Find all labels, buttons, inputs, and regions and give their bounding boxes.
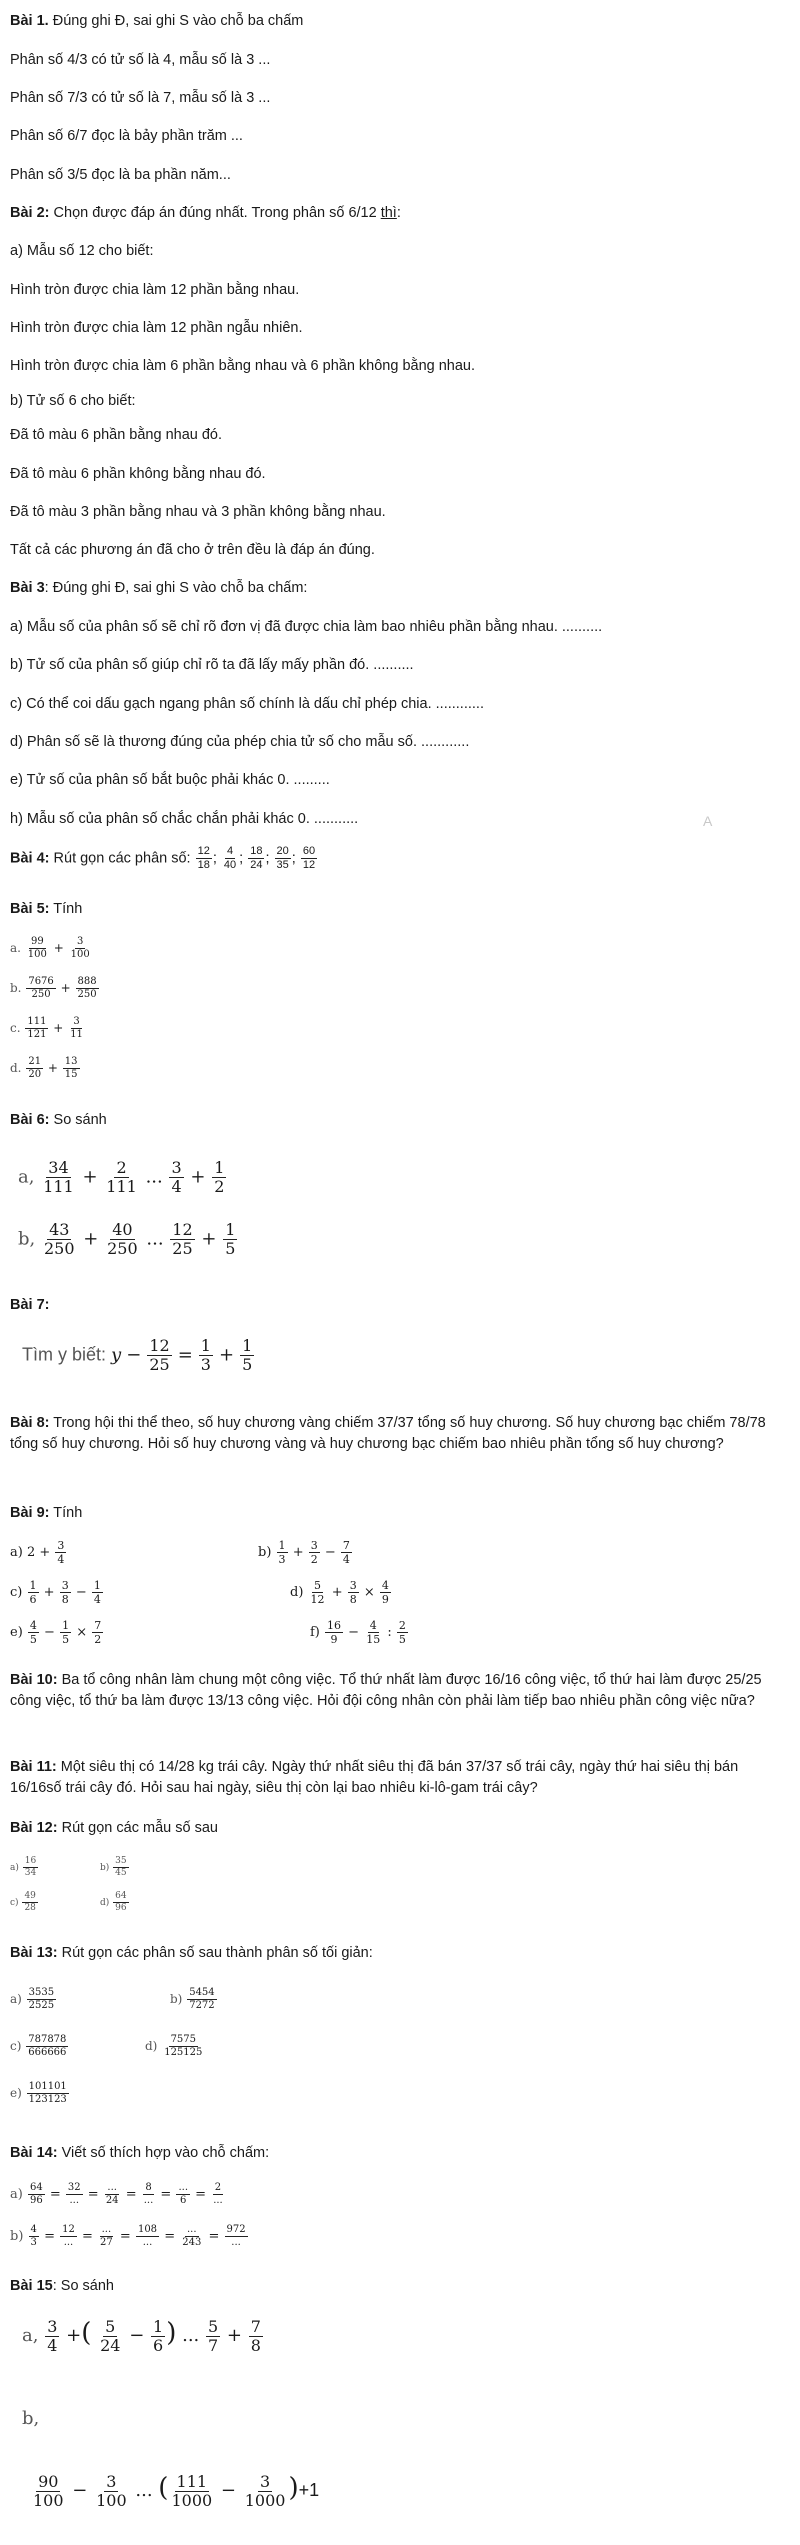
b13-item-a: a) $\frac{3535}{2525}$ <box>10 1987 55 2011</box>
b4-sep-1: ; <box>212 850 217 867</box>
b2-text: Chọn được đáp án đúng nhất. Trong phân số 6/12 <box>49 205 381 221</box>
b6-heading <box>10 1112 107 1128</box>
b2-a-option-2: Hình tròn được chia làm 12 phần ngẫu nhiên. <box>10 320 303 336</box>
b1-line-3: Phân số 6/7 đọc là bảy phần trăm ... <box>10 128 243 144</box>
b2-a-label: a) Mẫu số 12 cho biết: <box>10 243 154 259</box>
b2-text-underlined: thì <box>380 205 397 221</box>
b5-item-d: d. $\frac{21}{20}$ + $\frac{13}{15}$ <box>10 1056 78 1080</box>
b5-title: Bài 5: <box>10 901 50 917</box>
b1-title: Bài 1. <box>10 13 49 29</box>
b13-heading: Bài 13: Rút gọn các phân số sau thành phân số tối giản: <box>10 1945 373 1961</box>
b4-row <box>10 846 318 871</box>
b12-item-d: d) $\frac{64}{96}$ <box>100 1891 127 1913</box>
b8-paragraph: Bài 8: Trong hội thi thể theo, số huy chương vàng chiếm 37/37 tổng số huy chương. Số huy chương bạc chiếm 78/78 tổng số huy chương. Hỏi số huy chương vàng và huy chương bạc chiếm bao nhiêu phần tổng số huy chương? <box>10 1415 766 1452</box>
b2-b-option-2: Đã tô màu 6 phần không bằng nhau đó. <box>10 466 266 482</box>
b12-item-a: a) $\frac{16}{34}$ <box>10 1856 37 1878</box>
b4-text: Rút gọn các phân số: <box>49 850 195 867</box>
b3-line-4: d) Phân số sẽ là thương đúng của phép chia tử số cho mẫu số. ............ <box>10 734 470 750</box>
b1-line-2: Phân số 7/3 có tử số là 7, mẫu số là 3 ... <box>10 90 271 106</box>
b5-item-c: c. $\frac{111}{121}$ + $\frac{3}{11}$ <box>10 1016 83 1040</box>
b13-item-e: e) $\frac{101101}{123123}$ <box>10 2081 67 2105</box>
watermark-glyph: A <box>703 813 713 829</box>
b9-item-c: c) $\frac{1}{6}$ + $\frac{3}{8}$ − $\frac{1}{4}$ <box>10 1579 101 1606</box>
b9-item-a: a) 2 + $\frac{3}{4}$ <box>10 1539 65 1566</box>
b3-text: : Đúng ghi Đ, sai ghi S vào chỗ ba chấm: <box>44 580 308 596</box>
b15-item-b-label: b, <box>22 2408 40 2429</box>
b1-line-4: Phân số 3/5 đọc là ba phần năm... <box>10 167 231 183</box>
b14-item-b: b) $\frac{4}{3}$ = 12 ... = ... 27 = 108 ... = ... 243 = 972 ... <box>10 2224 246 2248</box>
b2-a-option-1: Hình tròn được chia làm 12 phần bằng nhau. <box>10 282 300 298</box>
b5-item-a: a. $\frac{99}{100}$ + $\frac{3}{100}$ <box>10 936 90 960</box>
b2-text-end: : <box>396 205 401 221</box>
b3-line-1: a) Mẫu số của phân số sẽ chỉ rõ đơn vị đã được chia làm bao nhiêu phần bằng nhau. .......... <box>10 619 603 635</box>
b5-item-b: b. $\frac{7676}{250}$ + $\frac{888}{250}$ <box>10 976 97 1000</box>
b4-title: Bài 4: <box>10 850 50 867</box>
b13-item-d: d) $\frac{7575}{125125}$ <box>145 2034 203 2058</box>
b3-heading <box>10 580 307 596</box>
b6-item-a: a, $\frac{34}{111}$ + $\frac{2}{111}$ ... $\frac{3}{4}$ + $\frac{1}{2}$ <box>18 1158 225 1196</box>
b3-line-6: h) Mẫu số của phân số chắc chắn phải khác 0. ........... <box>10 811 359 827</box>
b14-item-a: a) $\frac{64}{96}$ = 32 ... = ... 24 = 8 ... = ... 6 = 2 ... <box>10 2182 223 2206</box>
b12-item-c: c) $\frac{49}{28}$ <box>10 1891 36 1913</box>
b2-b-option-1: Đã tô màu 6 phần bằng nhau đó. <box>10 427 223 443</box>
b4-fraction-4: $\frac{20}{35}$ <box>276 845 289 871</box>
b15-item-b: $\frac{90}{100}$ − $\frac{3}{100}$ ... ( $\frac{111}{1000}$ − $\frac{3}{1000}$ )+1 <box>33 2471 320 2510</box>
b9-heading: Bài 9: Tính <box>10 1505 83 1521</box>
b10-paragraph: Bài 10: Ba tổ công nhân làm chung một công việc. Tổ thứ nhất làm được 16/16 công việc, tổ thứ hai làm được 25/25 công việc, tổ thứ ba làm được 13/13 công việc. Hỏi đội công nhân còn phải làm tiếp bao nhiêu phần công việc nữa? <box>10 1672 762 1709</box>
b4-fraction-2: $\frac{4}{40}$ <box>223 845 237 871</box>
b12-heading: Bài 12: Rút gọn các mẫu số sau <box>10 1820 218 1836</box>
b13-item-c: c) $\frac{787878}{666666}$ <box>10 2034 67 2058</box>
b12-item-b: b) $\frac{35}{45}$ <box>100 1856 127 1878</box>
b1-line-1: Phân số 4/3 có tử số là 4, mẫu số là 3 ... <box>10 52 271 68</box>
b2-b-option-3: Đã tô màu 3 phần bằng nhau và 3 phần không bằng nhau. <box>10 504 386 520</box>
b7-title: Bài 7: <box>10 1297 50 1313</box>
b14-heading: Bài 14: Viết số thích hợp vào chỗ chấm: <box>10 2145 270 2161</box>
b5-heading <box>10 901 82 917</box>
b4-sep-3: ; <box>265 850 270 867</box>
b15-heading: Bài 15: So sánh <box>10 2278 114 2294</box>
b5-text: Tính <box>49 901 83 917</box>
b3-title: Bài 3 <box>10 580 45 596</box>
b9-item-d: d) $\frac{5}{12}$ + $\frac{3}{8}$ × $\frac{4}{9}$ <box>290 1579 389 1606</box>
b4-fraction-5: $\frac{60}{12}$ <box>302 845 316 871</box>
b13-item-b: b) $\frac{5454}{7272}$ <box>170 1987 215 2011</box>
b15-item-a: a, $\frac{3}{4}$ +( $\frac{5}{24}$ − $\frac{1}{6}$ ) ... $\frac{5}{7}$ + $\frac{7}{8}$ <box>22 2316 261 2355</box>
b4-fraction-3: $\frac{18}{24}$ <box>250 845 263 871</box>
b4-fraction-1: $\frac{12}{18}$ <box>197 845 210 871</box>
b2-b-option-4: Tất cả các phương án đã cho ở trên đều là đáp án đúng. <box>10 542 375 558</box>
b2-title: Bài 2: <box>10 205 50 221</box>
b3-line-5: e) Tử số của phân số bắt buộc phải khác 0. ......... <box>10 772 330 788</box>
b2-b-label: b) Tử số 6 cho biết: <box>10 393 136 409</box>
b11-paragraph: Bài 11: Một siêu thị có 14/28 kg trái cây. Ngày thứ nhất siêu thị đã bán 37/37 số trái cây, ngày thứ hai siêu thị bán 16/16số trái cây đó. Hỏi sau hai ngày, siêu thị còn lại bao nhiêu ki-lô-gam trái cây? <box>10 1759 739 1796</box>
b7-equation: Tìm y biết: y − $\frac{12}{25}$ = $\frac{1}{3}$ + $\frac{1}{5}$ <box>22 1336 253 1374</box>
b3-line-2: b) Tử số của phân số giúp chỉ rõ ta đã lấy mấy phần đó. .......... <box>10 657 414 673</box>
b9-item-f: f) $\frac{16}{9}$ − $\frac{4}{15}$ : $\frac{2}{5}$ <box>310 1619 406 1646</box>
b9-item-e: e) $\frac{4}{5}$ − $\frac{1}{5}$ × $\frac{7}{2}$ <box>10 1619 102 1646</box>
b2-heading <box>10 205 401 221</box>
b4-sep-2: ; <box>239 850 244 867</box>
b6-title: Bài 6: <box>10 1112 50 1128</box>
b1-text: Đúng ghi Đ, sai ghi S vào chỗ ba chấm <box>48 13 304 29</box>
b6-item-b: b, $\frac{43}{250}$ + $\frac{40}{250}$ ... $\frac{12}{25}$ + $\frac{1}{5}$ <box>18 1220 236 1258</box>
b3-line-3: c) Có thể coi dấu gạch ngang phân số chính là dấu chỉ phép chia. ............ <box>10 696 484 712</box>
b1-heading <box>10 13 303 29</box>
b2-a-option-3: Hình tròn được chia làm 6 phần bằng nhau và 6 phần không bằng nhau. <box>10 358 476 374</box>
b6-text: So sánh <box>49 1112 107 1128</box>
b9-item-b: b) $\frac{1}{3}$ + $\frac{3}{2}$ − $\frac{7}{4}$ <box>258 1539 350 1566</box>
b4-sep-4: ; <box>291 850 296 867</box>
